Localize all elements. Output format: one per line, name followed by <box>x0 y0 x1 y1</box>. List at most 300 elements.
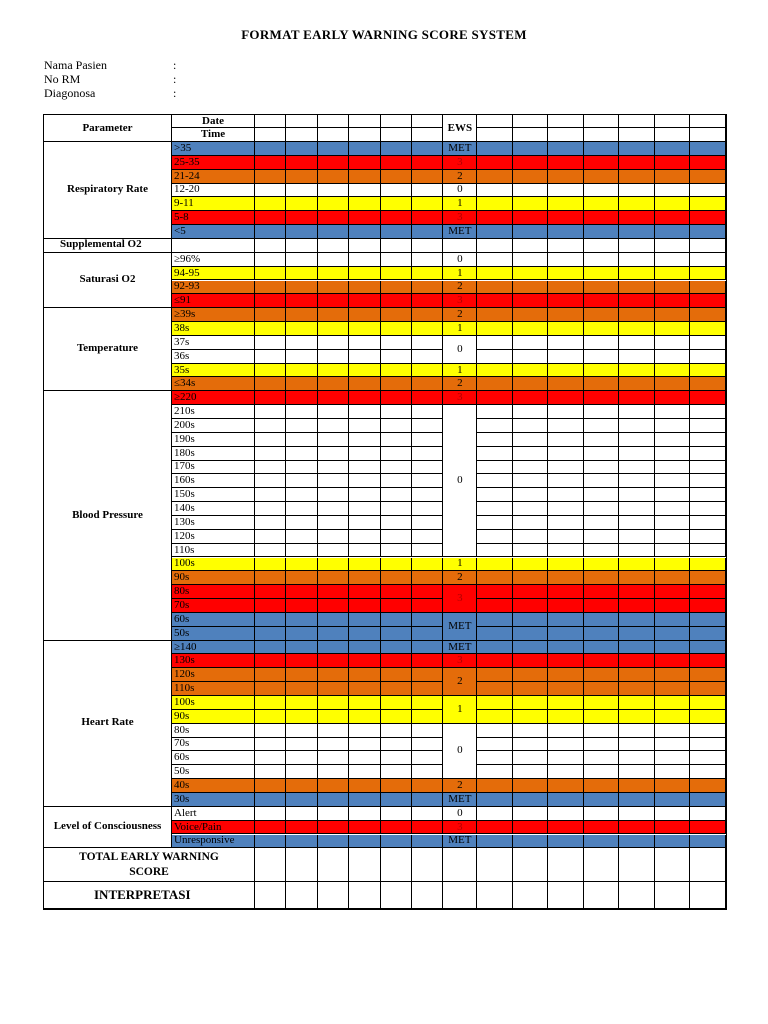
score-cell[interactable] <box>690 364 726 378</box>
score-cell[interactable] <box>477 419 513 433</box>
score-cell[interactable] <box>513 627 549 641</box>
score-cell[interactable] <box>318 322 349 336</box>
score-cell[interactable] <box>477 350 513 364</box>
score-cell[interactable] <box>286 668 317 682</box>
score-cell[interactable] <box>349 793 380 807</box>
score-cell[interactable] <box>318 807 349 821</box>
score-cell[interactable] <box>548 654 584 668</box>
score-cell[interactable] <box>690 710 726 724</box>
score-cell[interactable] <box>349 447 380 461</box>
score-cell[interactable] <box>690 502 726 516</box>
score-cell[interactable] <box>584 530 620 544</box>
score-cell[interactable] <box>477 170 513 184</box>
score-cell[interactable] <box>548 502 584 516</box>
score-cell[interactable] <box>513 433 549 447</box>
score-cell[interactable] <box>412 641 443 655</box>
time-cell[interactable] <box>477 128 513 142</box>
score-cell[interactable] <box>655 170 691 184</box>
score-cell[interactable] <box>655 294 691 308</box>
score-cell[interactable] <box>255 751 286 765</box>
score-cell[interactable] <box>690 474 726 488</box>
score-cell[interactable] <box>655 793 691 807</box>
score-cell[interactable] <box>513 419 549 433</box>
score-cell[interactable] <box>513 350 549 364</box>
score-cell[interactable] <box>655 779 691 793</box>
score-cell[interactable] <box>412 364 443 378</box>
score-cell[interactable] <box>548 627 584 641</box>
score-cell[interactable] <box>690 433 726 447</box>
score-cell[interactable] <box>619 170 655 184</box>
score-cell[interactable] <box>255 253 286 267</box>
score-cell[interactable] <box>286 571 317 585</box>
score-cell[interactable] <box>619 364 655 378</box>
score-cell[interactable] <box>412 184 443 198</box>
score-cell[interactable] <box>619 724 655 738</box>
score-cell[interactable] <box>548 142 584 156</box>
score-cell[interactable] <box>412 322 443 336</box>
score-cell[interactable] <box>286 835 317 849</box>
time-cell[interactable] <box>619 128 655 142</box>
interpretasi-cell[interactable] <box>412 882 443 909</box>
score-cell[interactable] <box>477 751 513 765</box>
score-cell[interactable] <box>349 779 380 793</box>
score-cell[interactable] <box>548 267 584 281</box>
score-cell[interactable] <box>690 516 726 530</box>
score-cell[interactable] <box>412 308 443 322</box>
score-cell[interactable] <box>381 488 412 502</box>
score-cell[interactable] <box>477 835 513 849</box>
date-cell[interactable] <box>349 114 380 128</box>
interpretasi-cell[interactable] <box>548 882 584 909</box>
score-cell[interactable] <box>349 419 380 433</box>
score-cell[interactable] <box>381 336 412 350</box>
date-cell[interactable] <box>318 114 349 128</box>
score-cell[interactable] <box>548 710 584 724</box>
time-cell[interactable] <box>690 128 726 142</box>
score-cell[interactable] <box>584 170 620 184</box>
score-cell[interactable] <box>255 530 286 544</box>
score-cell[interactable] <box>477 184 513 198</box>
score-cell[interactable] <box>513 197 549 211</box>
total-cell[interactable] <box>286 848 317 882</box>
score-cell[interactable] <box>349 807 380 821</box>
score-cell[interactable] <box>477 627 513 641</box>
interpretasi-cell[interactable] <box>655 882 691 909</box>
score-cell[interactable] <box>412 156 443 170</box>
score-cell[interactable] <box>548 447 584 461</box>
score-cell[interactable] <box>349 821 380 835</box>
score-cell[interactable] <box>286 184 317 198</box>
score-cell[interactable] <box>655 253 691 267</box>
score-cell[interactable] <box>412 751 443 765</box>
score-cell[interactable] <box>286 377 317 391</box>
score-cell[interactable] <box>412 530 443 544</box>
score-cell[interactable] <box>619 544 655 558</box>
patient-info-value[interactable]: : <box>173 58 177 72</box>
score-cell[interactable] <box>584 544 620 558</box>
score-cell[interactable] <box>690 197 726 211</box>
score-cell[interactable] <box>690 239 726 253</box>
score-cell[interactable] <box>584 391 620 405</box>
score-cell[interactable] <box>255 627 286 641</box>
score-cell[interactable] <box>584 461 620 475</box>
score-cell[interactable] <box>381 835 412 849</box>
score-cell[interactable] <box>412 821 443 835</box>
score-cell[interactable] <box>619 377 655 391</box>
score-cell[interactable] <box>584 571 620 585</box>
score-cell[interactable] <box>619 419 655 433</box>
score-cell[interactable] <box>255 211 286 225</box>
score-cell[interactable] <box>619 627 655 641</box>
score-cell[interactable] <box>477 710 513 724</box>
score-cell[interactable] <box>381 627 412 641</box>
score-cell[interactable] <box>513 184 549 198</box>
score-cell[interactable] <box>412 391 443 405</box>
score-cell[interactable] <box>286 239 317 253</box>
date-cell[interactable] <box>655 114 691 128</box>
interpretasi-cell[interactable] <box>619 882 655 909</box>
score-cell[interactable] <box>619 336 655 350</box>
score-cell[interactable] <box>318 793 349 807</box>
score-cell[interactable] <box>255 377 286 391</box>
score-cell[interactable] <box>381 682 412 696</box>
interpretasi-cell[interactable] <box>349 882 380 909</box>
score-cell[interactable] <box>477 322 513 336</box>
score-cell[interactable] <box>318 558 349 572</box>
score-cell[interactable] <box>477 211 513 225</box>
score-cell[interactable] <box>477 807 513 821</box>
score-cell[interactable] <box>619 613 655 627</box>
score-cell[interactable] <box>690 419 726 433</box>
score-cell[interactable] <box>619 641 655 655</box>
score-cell[interactable] <box>412 613 443 627</box>
score-cell[interactable] <box>286 405 317 419</box>
date-cell[interactable] <box>548 114 584 128</box>
score-cell[interactable] <box>412 336 443 350</box>
score-cell[interactable] <box>655 682 691 696</box>
total-cell[interactable] <box>619 848 655 882</box>
score-cell[interactable] <box>477 474 513 488</box>
score-cell[interactable] <box>412 447 443 461</box>
score-cell[interactable] <box>412 585 443 599</box>
score-cell[interactable] <box>548 682 584 696</box>
score-cell[interactable] <box>381 267 412 281</box>
score-cell[interactable] <box>690 142 726 156</box>
score-cell[interactable] <box>255 391 286 405</box>
score-cell[interactable] <box>349 835 380 849</box>
score-cell[interactable] <box>655 613 691 627</box>
score-cell[interactable] <box>349 377 380 391</box>
score-cell[interactable] <box>255 599 286 613</box>
score-cell[interactable] <box>584 197 620 211</box>
score-cell[interactable] <box>349 308 380 322</box>
score-cell[interactable] <box>412 502 443 516</box>
time-cell[interactable] <box>381 128 412 142</box>
score-cell[interactable] <box>655 530 691 544</box>
score-cell[interactable] <box>619 654 655 668</box>
score-cell[interactable] <box>412 405 443 419</box>
score-cell[interactable] <box>349 197 380 211</box>
score-cell[interactable] <box>318 364 349 378</box>
score-cell[interactable] <box>690 696 726 710</box>
score-cell[interactable] <box>584 405 620 419</box>
score-cell[interactable] <box>655 239 691 253</box>
score-cell[interactable] <box>477 779 513 793</box>
score-cell[interactable] <box>477 585 513 599</box>
score-cell[interactable] <box>412 835 443 849</box>
interpretasi-cell[interactable] <box>477 882 513 909</box>
score-cell[interactable] <box>584 294 620 308</box>
score-cell[interactable] <box>548 170 584 184</box>
score-cell[interactable] <box>318 710 349 724</box>
score-cell[interactable] <box>584 377 620 391</box>
score-cell[interactable] <box>412 474 443 488</box>
score-cell[interactable] <box>286 197 317 211</box>
score-cell[interactable] <box>513 364 549 378</box>
score-cell[interactable] <box>584 682 620 696</box>
score-cell[interactable] <box>513 530 549 544</box>
score-cell[interactable] <box>584 253 620 267</box>
score-cell[interactable] <box>286 807 317 821</box>
score-cell[interactable] <box>381 807 412 821</box>
time-cell[interactable] <box>286 128 317 142</box>
score-cell[interactable] <box>318 433 349 447</box>
score-cell[interactable] <box>619 571 655 585</box>
score-cell[interactable] <box>690 294 726 308</box>
total-cell[interactable] <box>477 848 513 882</box>
score-cell[interactable] <box>412 599 443 613</box>
score-cell[interactable] <box>412 516 443 530</box>
score-cell[interactable] <box>548 433 584 447</box>
score-cell[interactable] <box>255 724 286 738</box>
score-cell[interactable] <box>318 281 349 295</box>
score-cell[interactable] <box>548 419 584 433</box>
score-cell[interactable] <box>548 724 584 738</box>
score-cell[interactable] <box>286 170 317 184</box>
score-cell[interactable] <box>477 544 513 558</box>
score-cell[interactable] <box>619 433 655 447</box>
score-cell[interactable] <box>655 419 691 433</box>
score-cell[interactable] <box>655 627 691 641</box>
score-cell[interactable] <box>349 461 380 475</box>
score-cell[interactable] <box>318 225 349 239</box>
score-cell[interactable] <box>286 447 317 461</box>
score-cell[interactable] <box>381 142 412 156</box>
score-cell[interactable] <box>655 571 691 585</box>
score-cell[interactable] <box>381 405 412 419</box>
score-cell[interactable] <box>255 142 286 156</box>
score-cell[interactable] <box>513 558 549 572</box>
score-cell[interactable] <box>655 821 691 835</box>
score-cell[interactable] <box>548 253 584 267</box>
score-cell[interactable] <box>584 225 620 239</box>
score-cell[interactable] <box>381 391 412 405</box>
score-cell[interactable] <box>584 502 620 516</box>
score-cell[interactable] <box>286 156 317 170</box>
score-cell[interactable] <box>318 627 349 641</box>
score-cell[interactable] <box>318 765 349 779</box>
score-cell[interactable] <box>548 641 584 655</box>
score-cell[interactable] <box>655 641 691 655</box>
score-cell[interactable] <box>513 710 549 724</box>
score-cell[interactable] <box>381 654 412 668</box>
score-cell[interactable] <box>318 696 349 710</box>
score-cell[interactable] <box>477 225 513 239</box>
score-cell[interactable] <box>619 668 655 682</box>
score-cell[interactable] <box>584 558 620 572</box>
score-cell[interactable] <box>548 336 584 350</box>
patient-info-value[interactable]: : <box>173 72 177 86</box>
score-cell[interactable] <box>318 308 349 322</box>
score-cell[interactable] <box>655 377 691 391</box>
score-cell[interactable] <box>318 211 349 225</box>
score-cell[interactable] <box>286 821 317 835</box>
score-cell[interactable] <box>513 765 549 779</box>
score-cell[interactable] <box>655 267 691 281</box>
score-cell[interactable] <box>619 461 655 475</box>
score-cell[interactable] <box>381 502 412 516</box>
score-cell[interactable] <box>477 267 513 281</box>
score-cell[interactable] <box>381 308 412 322</box>
score-cell[interactable] <box>655 807 691 821</box>
score-cell[interactable] <box>619 322 655 336</box>
score-cell[interactable] <box>584 516 620 530</box>
score-cell[interactable] <box>584 738 620 752</box>
score-cell[interactable] <box>584 364 620 378</box>
score-cell[interactable] <box>477 281 513 295</box>
score-cell[interactable] <box>690 488 726 502</box>
score-cell[interactable] <box>584 336 620 350</box>
score-cell[interactable] <box>349 516 380 530</box>
score-cell[interactable] <box>349 142 380 156</box>
score-cell[interactable] <box>548 571 584 585</box>
score-cell[interactable] <box>412 710 443 724</box>
score-cell[interactable] <box>619 350 655 364</box>
score-cell[interactable] <box>655 668 691 682</box>
score-cell[interactable] <box>349 502 380 516</box>
score-cell[interactable] <box>690 765 726 779</box>
score-cell[interactable] <box>655 184 691 198</box>
score-cell[interactable] <box>477 336 513 350</box>
score-cell[interactable] <box>548 738 584 752</box>
score-cell[interactable] <box>548 696 584 710</box>
score-cell[interactable] <box>318 738 349 752</box>
score-cell[interactable] <box>548 391 584 405</box>
score-cell[interactable] <box>381 599 412 613</box>
score-cell[interactable] <box>381 710 412 724</box>
score-cell[interactable] <box>548 779 584 793</box>
score-cell[interactable] <box>349 765 380 779</box>
score-cell[interactable] <box>477 668 513 682</box>
score-cell[interactable] <box>513 807 549 821</box>
score-cell[interactable] <box>548 211 584 225</box>
score-cell[interactable] <box>690 835 726 849</box>
score-cell[interactable] <box>349 668 380 682</box>
time-cell[interactable] <box>318 128 349 142</box>
score-cell[interactable] <box>619 253 655 267</box>
score-cell[interactable] <box>655 211 691 225</box>
score-cell[interactable] <box>513 793 549 807</box>
score-cell[interactable] <box>619 558 655 572</box>
score-cell[interactable] <box>286 225 317 239</box>
total-cell[interactable] <box>548 848 584 882</box>
score-cell[interactable] <box>513 281 549 295</box>
score-cell[interactable] <box>349 488 380 502</box>
score-cell[interactable] <box>655 197 691 211</box>
score-cell[interactable] <box>286 585 317 599</box>
score-cell[interactable] <box>255 350 286 364</box>
score-cell[interactable] <box>584 488 620 502</box>
score-cell[interactable] <box>318 170 349 184</box>
score-cell[interactable] <box>513 779 549 793</box>
score-cell[interactable] <box>513 308 549 322</box>
score-cell[interactable] <box>584 668 620 682</box>
score-cell[interactable] <box>318 142 349 156</box>
score-cell[interactable] <box>349 682 380 696</box>
score-cell[interactable] <box>655 308 691 322</box>
score-cell[interactable] <box>318 779 349 793</box>
score-cell[interactable] <box>318 544 349 558</box>
score-cell[interactable] <box>513 585 549 599</box>
score-cell[interactable] <box>255 682 286 696</box>
interpretasi-cell[interactable] <box>255 882 286 909</box>
score-cell[interactable] <box>412 433 443 447</box>
score-cell[interactable] <box>255 558 286 572</box>
score-cell[interactable] <box>349 724 380 738</box>
score-cell[interactable] <box>690 170 726 184</box>
score-cell[interactable] <box>690 613 726 627</box>
score-cell[interactable] <box>477 461 513 475</box>
score-cell[interactable] <box>349 253 380 267</box>
score-cell[interactable] <box>690 807 726 821</box>
score-cell[interactable] <box>318 835 349 849</box>
score-cell[interactable] <box>255 571 286 585</box>
score-cell[interactable] <box>255 419 286 433</box>
score-cell[interactable] <box>349 211 380 225</box>
score-cell[interactable] <box>412 682 443 696</box>
score-cell[interactable] <box>655 738 691 752</box>
score-cell[interactable] <box>477 613 513 627</box>
score-cell[interactable] <box>381 696 412 710</box>
score-cell[interactable] <box>286 281 317 295</box>
score-cell[interactable] <box>548 807 584 821</box>
score-cell[interactable] <box>286 322 317 336</box>
score-cell[interactable] <box>381 447 412 461</box>
score-cell[interactable] <box>548 225 584 239</box>
score-cell[interactable] <box>655 336 691 350</box>
time-cell[interactable] <box>655 128 691 142</box>
score-cell[interactable] <box>381 419 412 433</box>
score-cell[interactable] <box>381 281 412 295</box>
score-cell[interactable] <box>655 350 691 364</box>
interpretasi-cell[interactable] <box>318 882 349 909</box>
score-cell[interactable] <box>477 724 513 738</box>
score-cell[interactable] <box>286 530 317 544</box>
score-cell[interactable] <box>619 599 655 613</box>
score-cell[interactable] <box>349 613 380 627</box>
total-cell[interactable] <box>690 848 726 882</box>
score-cell[interactable] <box>318 405 349 419</box>
score-cell[interactable] <box>381 350 412 364</box>
score-cell[interactable] <box>318 571 349 585</box>
score-cell[interactable] <box>513 724 549 738</box>
score-cell[interactable] <box>286 696 317 710</box>
total-cell[interactable] <box>318 848 349 882</box>
score-cell[interactable] <box>381 239 412 253</box>
score-cell[interactable] <box>381 779 412 793</box>
score-cell[interactable] <box>584 765 620 779</box>
score-cell[interactable] <box>655 599 691 613</box>
